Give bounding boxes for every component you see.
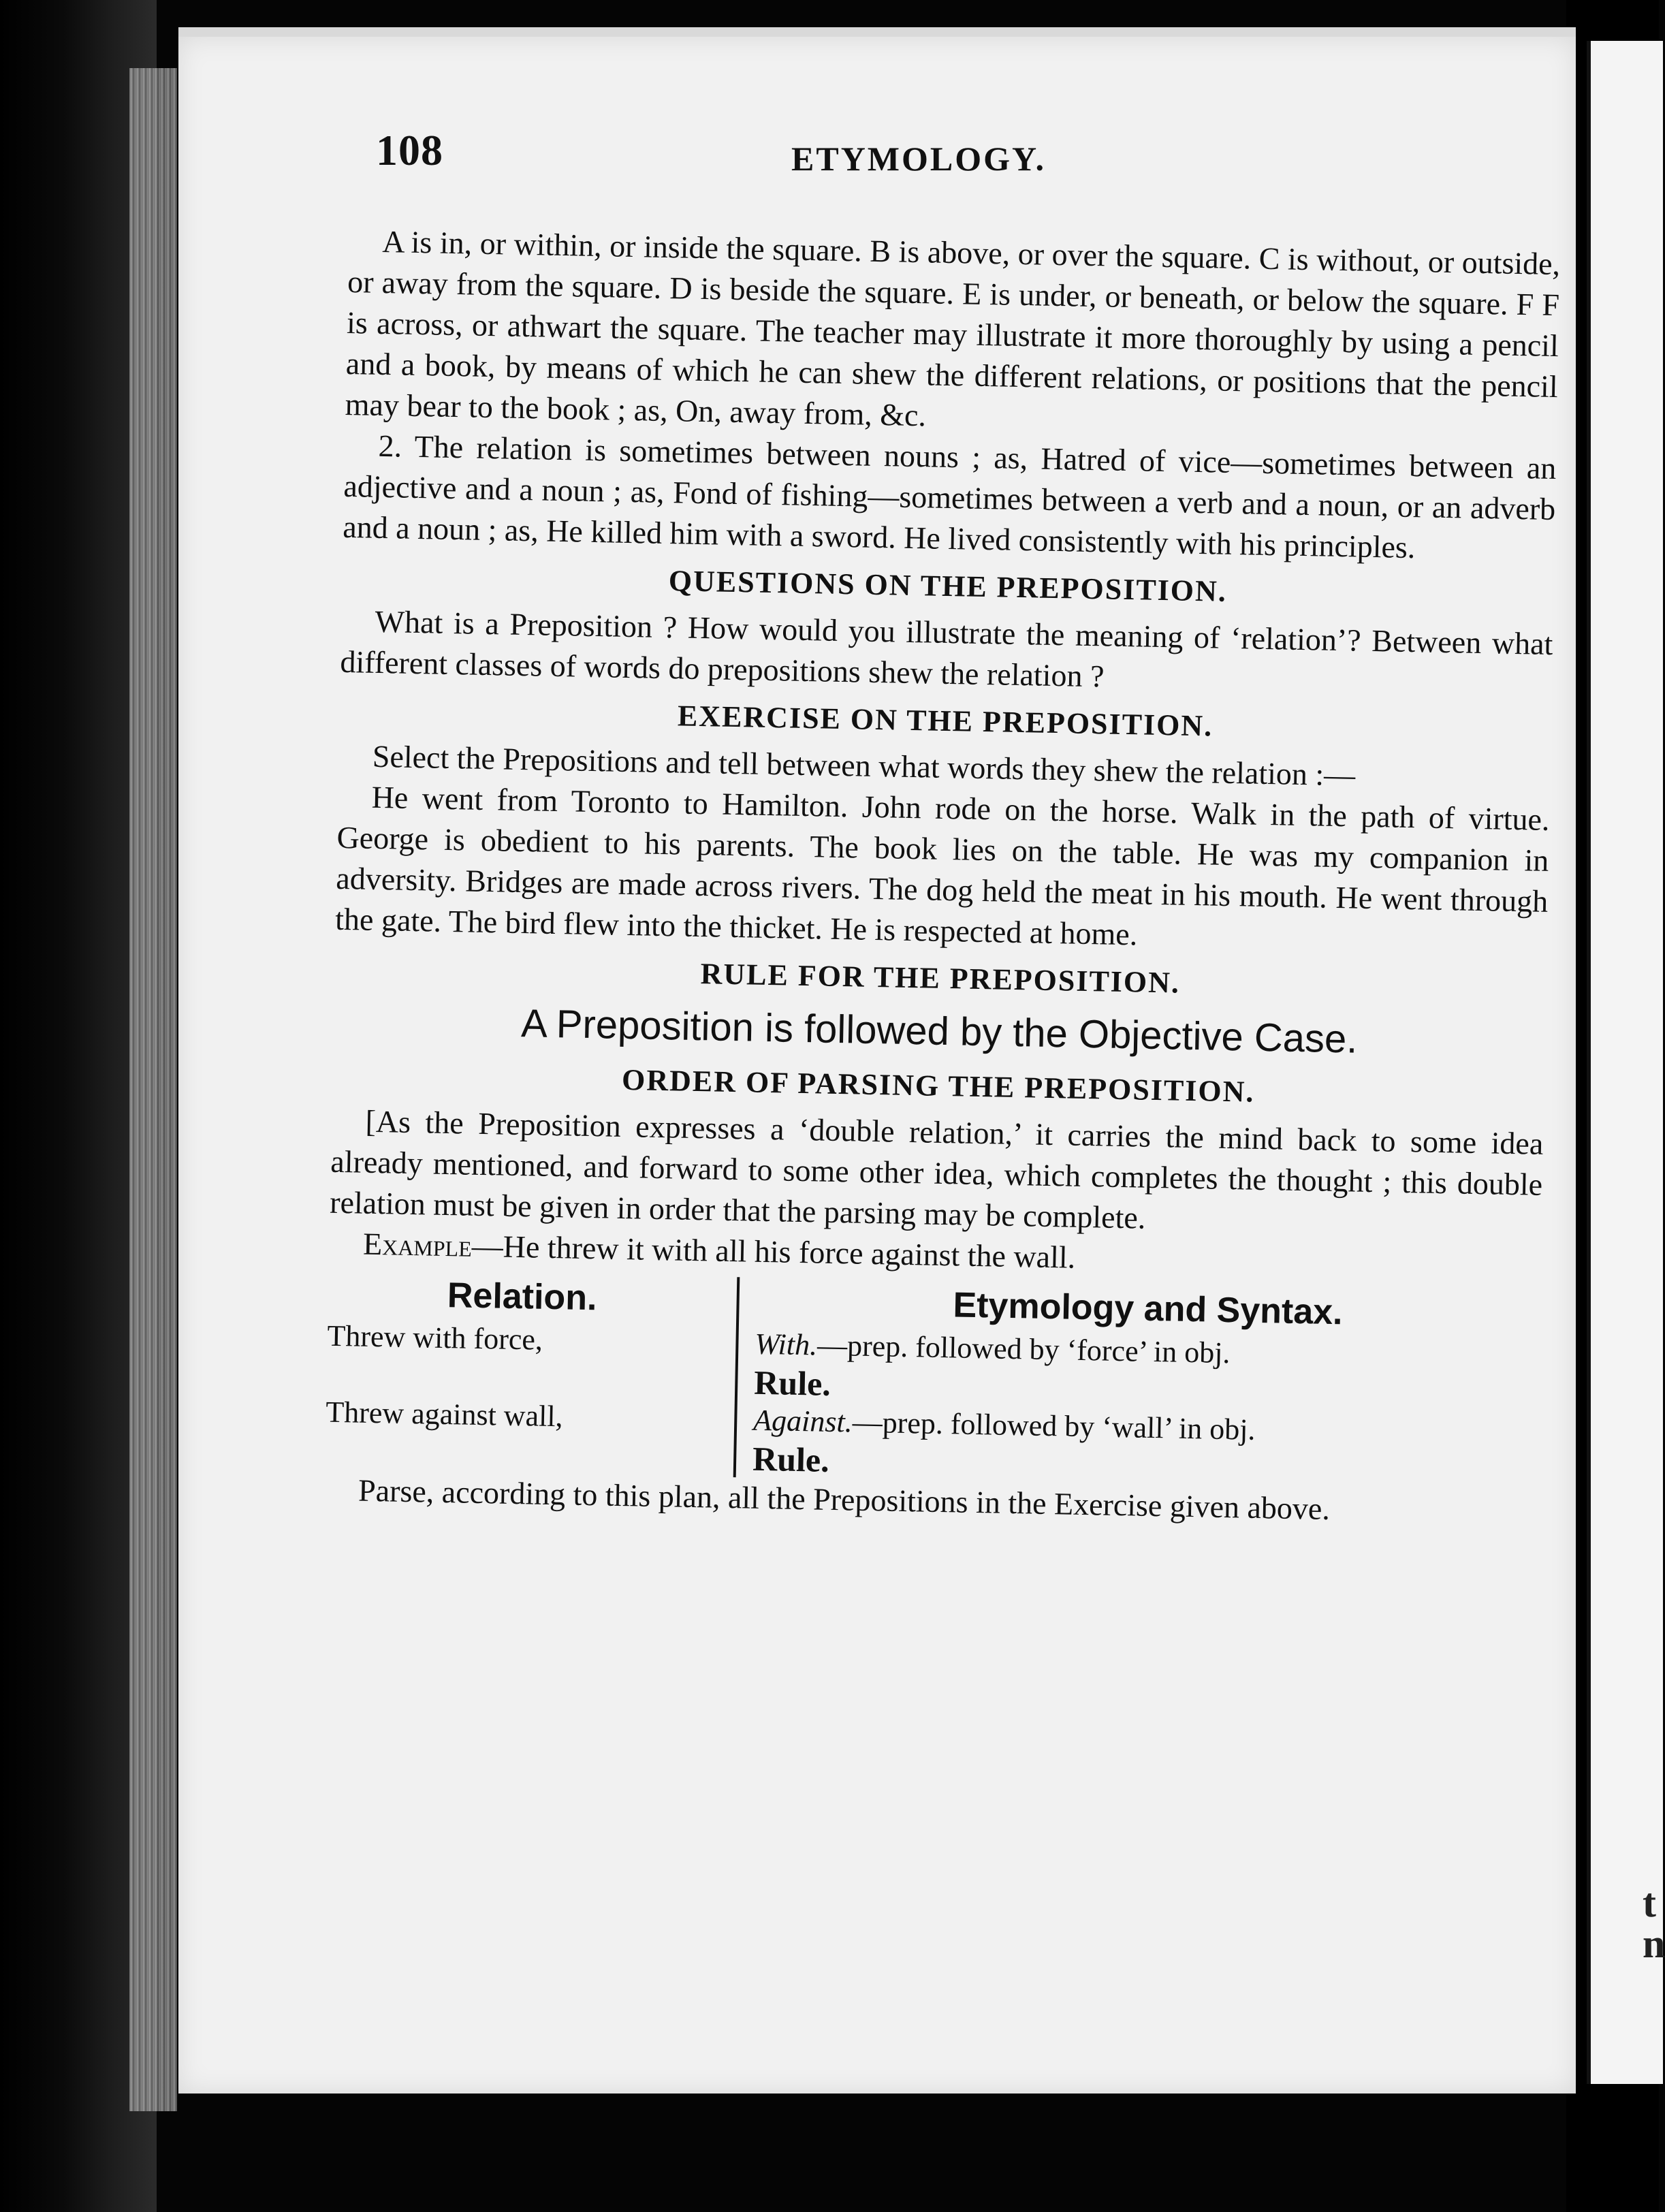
parsing-explanation: [As the Preposition expresses a ‘double relation,’ it carries the mind back to some idea already mentioned, and forward to some other idea, which completes the thought ; this double relation must be given in order that the parsing may be complete. bbox=[329, 1103, 1544, 1235]
margin-fragment: n bbox=[1643, 1921, 1665, 1966]
questions-text: What is a Preposition ? How would you illustrate the meaning of ‘relation’? Between what different classes of words do prepositions shew the relation ? bbox=[340, 603, 1553, 694]
exercise-instruction: Select the Prepositions and tell between what words they shew the relation :— bbox=[372, 738, 1356, 793]
example-text: —He threw it with all his force against the wall. bbox=[471, 1228, 1076, 1275]
questions-heading: QUESTIONS ON THE PREPOSITION. bbox=[668, 564, 1228, 608]
paragraph-square-positions: A is in, or within, or inside the square. B is above, or over the square. C is without, or outside, or away from the square. D is beside the square. E is under, or beneath, or below the square. F F is across, or athwart the square. The teacher may illustrate it more thoroughly by using a pencil and a book, by means of which he can shew the different relations, or positions that the pencil may bear to the book ; as, On, away from, &c. bbox=[345, 223, 1561, 433]
analysis-word: With. bbox=[754, 1327, 818, 1362]
book-page bbox=[178, 27, 1576, 2094]
page-header bbox=[178, 125, 1576, 193]
paragraph-relation-types: 2. The relation is sometimes between nouns ; as, Hatred of vice—sometimes between an adjective and a noun ; as, Fond of fishing—sometimes between a verb and a noun, or an adverb and a noun ; as, He killed him with a sword. He lived consistently with his principles. bbox=[342, 428, 1557, 565]
parsing-heading: ORDER OF PARSING THE PREPOSITION. bbox=[621, 1062, 1255, 1109]
relation-row: Threw against wall, bbox=[325, 1395, 564, 1434]
parsing-table bbox=[325, 1269, 1540, 1493]
relation-row: Threw with force, bbox=[327, 1318, 543, 1357]
analysis-word: Against. bbox=[752, 1403, 853, 1439]
running-head: ETYMOLOGY. bbox=[791, 140, 1047, 178]
exercise-heading: EXERCISE ON THE PREPOSITION. bbox=[677, 699, 1214, 743]
page-body bbox=[324, 221, 1561, 1534]
rule-statement: A Preposition is followed by the Objective Case. bbox=[520, 1001, 1358, 1062]
page-number: 108 bbox=[376, 126, 443, 174]
page-edge-stack bbox=[129, 68, 177, 2111]
etymology-header: Etymology and Syntax. bbox=[952, 1285, 1344, 1333]
analysis-rule: Rule. bbox=[753, 1363, 831, 1403]
rule-heading: RULE FOR THE PREPOSITION. bbox=[700, 957, 1181, 1000]
margin-fragment: t bbox=[1643, 1880, 1656, 1925]
facing-page-strip bbox=[1587, 41, 1663, 2084]
analysis-desc: —prep. followed by ‘force’ in obj. bbox=[816, 1328, 1231, 1370]
etymology-column bbox=[733, 1277, 1540, 1493]
relation-column bbox=[325, 1269, 738, 1477]
example-label: Example bbox=[362, 1226, 473, 1263]
analysis-rule: Rule. bbox=[752, 1439, 830, 1479]
exercise-sentences: He went from Toronto to Hamilton. John rode on the horse. Walk in the path of virtue. George is obedient to his parents. The book lies on the table. He was my companion in adversity. Bridges are made across rivers. The dog held the meat in his mouth. He went through the gate. The bird flew into the thicket. He is respected at home. bbox=[334, 779, 1550, 952]
parsing-instruction: Parse, according to this plan, all the Prepositions in the Exercise given above. bbox=[358, 1472, 1331, 1527]
relation-header: Relation. bbox=[447, 1276, 598, 1318]
analysis-desc: —prep. followed by ‘wall’ in obj. bbox=[852, 1405, 1256, 1447]
